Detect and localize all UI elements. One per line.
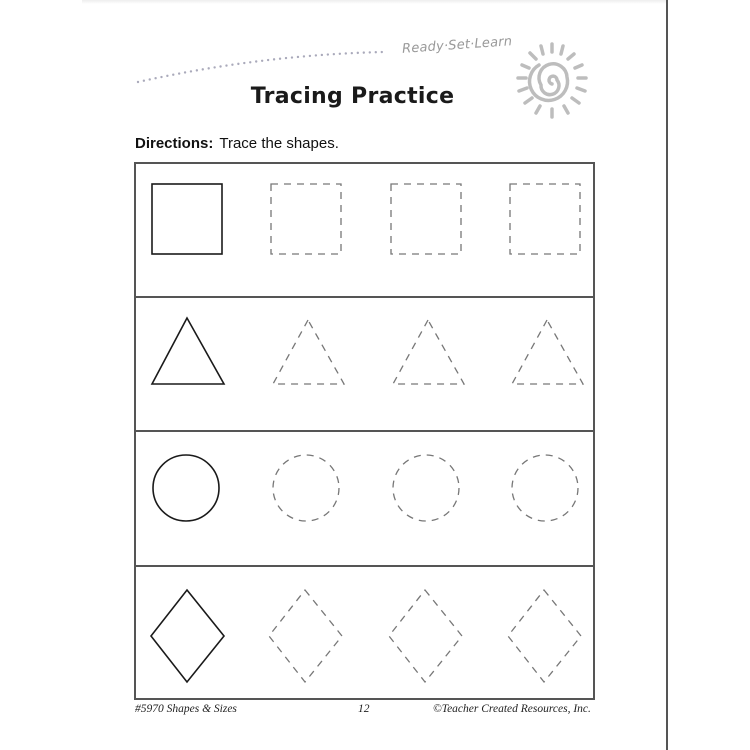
trace-triangle[interactable] xyxy=(512,320,583,384)
model-triangle xyxy=(152,318,224,384)
row-diamond xyxy=(136,567,593,700)
trace-diamond[interactable] xyxy=(508,590,581,682)
directions xyxy=(135,135,339,152)
page-title: Tracing Practice xyxy=(250,84,455,109)
directions-label: Directions: xyxy=(135,135,214,152)
directions-text: Trace the shapes. xyxy=(219,135,339,152)
tracing-sheet xyxy=(134,162,595,700)
trace-circle[interactable] xyxy=(273,455,339,521)
trace-circle[interactable] xyxy=(393,455,459,521)
trace-square[interactable] xyxy=(271,184,341,254)
model-diamond xyxy=(151,590,224,682)
footer-copyright: ©Teacher Created Resources, Inc. xyxy=(433,703,591,715)
model-circle xyxy=(153,455,219,521)
trace-diamond[interactable] xyxy=(389,590,462,682)
trace-circle[interactable] xyxy=(512,455,578,521)
row-triangle xyxy=(136,298,593,432)
trace-diamond[interactable] xyxy=(269,590,342,682)
footer-book-title: #5970 Shapes & Sizes xyxy=(135,703,237,715)
brand-text: Ready·Set·Learn xyxy=(401,34,513,57)
trace-triangle[interactable] xyxy=(393,320,464,384)
footer-page-number: 12 xyxy=(358,703,370,715)
sun-spiral-icon xyxy=(510,40,595,125)
trace-triangle[interactable] xyxy=(273,320,344,384)
trace-square[interactable] xyxy=(510,184,580,254)
dotted-arc-decoration xyxy=(0,0,750,160)
row-circle xyxy=(136,432,593,567)
trace-square[interactable] xyxy=(391,184,461,254)
row-square xyxy=(136,164,593,298)
model-square xyxy=(152,184,222,254)
